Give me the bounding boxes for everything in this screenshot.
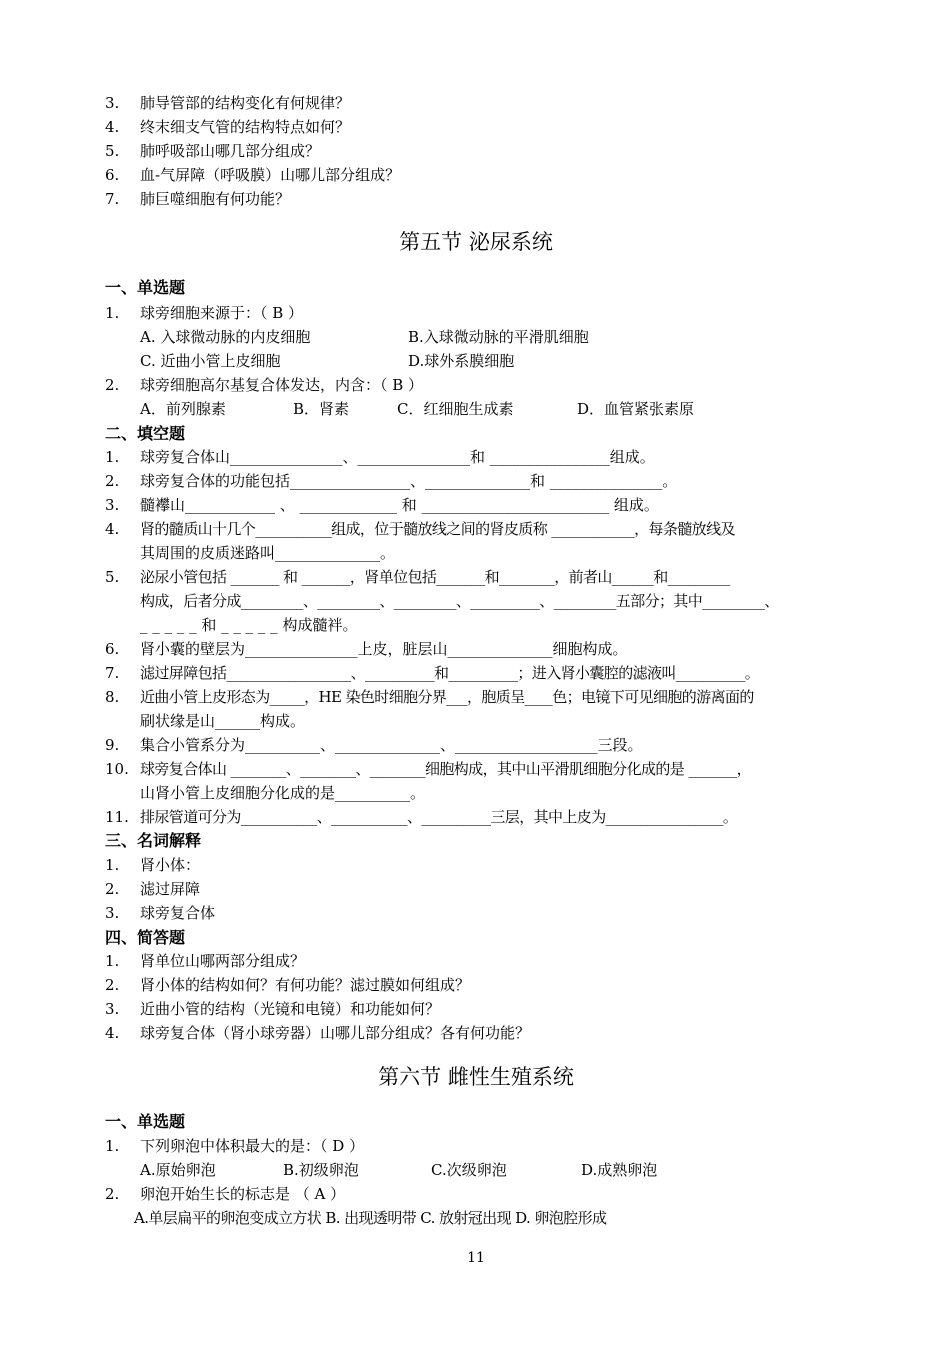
option-a: A．前列腺素 xyxy=(140,400,226,418)
option-c: C.次级卵泡 xyxy=(431,1161,507,1179)
option-b: B.入球微动脉的平滑肌细胞 xyxy=(408,328,589,346)
section-heading: 三、名词解释 xyxy=(105,831,202,850)
question-continuation: 山肾小管上皮细胞分化成的是__________。 xyxy=(140,784,426,802)
question-item: 4. 球旁复合体（肾小球旁器）山哪儿部分组成？各有何功能？ xyxy=(105,1024,531,1042)
term-item: 1. 肾小体： xyxy=(105,856,201,874)
section-heading: 四、简答题 xyxy=(105,928,186,947)
question-item: 6. 血-气屏障（呼吸膜）山哪儿部分组成？ xyxy=(105,166,401,184)
question-item: 5. 泌尿小管包括 _______ 和 _______，肾单位包括_______和________，前者山______和_________ xyxy=(105,568,730,586)
question-item: 2. 肾小体的结构如何？有何功能？滤过膜如何组成？ xyxy=(105,976,471,994)
question-item: 3. 近曲小管的结构（光镜和电镜）和功能如何？ xyxy=(105,1000,441,1018)
question-item: 2. 球旁复合体的功能包括________________、______________和 _______________。 xyxy=(105,472,678,490)
question-item: 1. 下列卵泡中体积最大的是：（ D ） xyxy=(105,1137,365,1155)
section-heading: 一、单选题 xyxy=(105,1112,186,1131)
question-item: 1. 肾单位山哪两部分组成？ xyxy=(105,952,306,970)
section-title: 第五节 泌尿系统 xyxy=(399,230,553,254)
term-item: 3. 球旁复合体 xyxy=(105,904,216,922)
section-title: 第六节 雌性生殖系统 xyxy=(378,1065,574,1089)
option-a: A. 入球微动脉的内皮细胞 xyxy=(140,328,311,346)
question-item: 4. 肾的髓质山十几个___________组成，位于髓放线之间的肾皮质称 ____________，每条髓放线及 xyxy=(105,520,735,538)
question-continuation: 刷状缘是山______构成。 xyxy=(140,712,306,730)
option-c: C. 近曲小管上皮细胞 xyxy=(140,352,281,370)
question-item: 5. 肺呼吸部山哪几部分组成？ xyxy=(105,142,321,160)
question-item: 2. 球旁细胞高尔基复合体发达，内含：（ B ） xyxy=(105,376,424,394)
question-item: 2. 卵泡开始生长的标志是 （ A ） xyxy=(105,1185,346,1203)
option-c: C．红细胞生成素 xyxy=(397,400,514,418)
question-item: 7. 肺巨噬细胞有何功能？ xyxy=(105,190,291,208)
question-item: 11. 排尿管道可分为___________、___________、__________三层，其中上皮为_________________。 xyxy=(105,808,738,826)
question-continuation: 构成，后者分成_________、_________、_________、__________、_________五部分；其中_________、 xyxy=(140,592,779,610)
question-item: 3. 肺导管部的结构变化有何规律？ xyxy=(105,94,351,112)
question-item: 8. 近曲小管上皮形态为_____，HE 染色时细胞分界___，胞质呈____色；电镜下可见细胞的游离面的 xyxy=(105,688,754,706)
option-list: A.单层扁平的卵泡变成立方状 B. 出现透明带 C. 放射冠出现 D. 卵泡腔形成 xyxy=(134,1209,607,1227)
question-item: 4. 终末细支气管的结构特点如何？ xyxy=(105,118,351,136)
option-d: D.球外系膜细胞 xyxy=(408,352,515,370)
question-item: 1. 球旁细胞来源于：（ B ） xyxy=(105,304,304,322)
option-b: B.初级卵泡 xyxy=(283,1161,359,1179)
option-d: D．血管紧张素原 xyxy=(577,400,695,418)
option-a: A.原始卵泡 xyxy=(140,1161,216,1179)
question-continuation: 其周围的皮质迷路叫______________。 xyxy=(140,544,396,562)
question-continuation: _ _ _ _ _ 和 _ _ _ _ _ 构成髓袢。 xyxy=(140,616,358,634)
option-d: D.成熟卵泡 xyxy=(581,1161,658,1179)
page-number: 11 xyxy=(467,1250,485,1266)
question-item: 9. 集合小管系分为__________、______________、___________________三段。 xyxy=(105,736,643,754)
question-item: 3. 髓襻山____________ 、 _____________ 和 _________________________ 组成。 xyxy=(105,496,659,514)
question-item: 7. 滤过屏障包括__________________、__________和__________；进入肾小囊腔的滤液叫__________。 xyxy=(105,664,760,682)
question-item: 6. 肾小囊的壁层为_______________上皮，脏层山______________细胞构成。 xyxy=(105,640,628,658)
section-heading: 一、单选题 xyxy=(105,278,186,297)
option-b: B．肾素 xyxy=(293,400,350,418)
question-item: 10. 球旁复合体山 ________、________、________细胞构成，其中山平滑肌细胞分化成的是 _______， xyxy=(105,760,752,778)
section-heading: 二、填空题 xyxy=(105,424,186,443)
question-item: 1. 球旁复合体山_______________、_______________和 ________________组成。 xyxy=(105,448,655,466)
term-item: 2. 滤过屏障 xyxy=(105,880,201,898)
